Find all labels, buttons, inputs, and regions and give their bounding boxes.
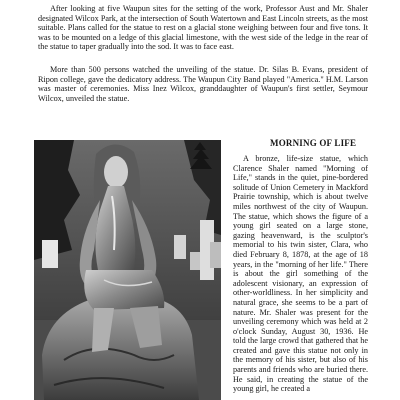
- paragraph-unveiling: More than 500 persons watched the unveiling of the statue. Dr. Silas B. Evans, president of Ripon college, gave the dedicatory address. The Waupun City Band played "America." H.M. Larson was master of ceremonies. Miss Inez Wilcox, granddaughter of Waupun's first settler, Seymour Wilcox, unveiled the statue.: [38, 65, 368, 103]
- gravestone: [42, 240, 58, 268]
- statue-photograph: [34, 140, 221, 400]
- section-body: A bronze, life-size statue, which Clarence Shaler named "Morning of Life," stands in the quiet, pine-bordered solitude of Union Cemetery in Mackford Prairie township, which is about twelve miles northwest of the city of Waupun. The statue, which shows the figure of a young girl seated on a large stone, gazing heavenward, is the sculptor's memorial to his twin sister, Clara, who died February 8, 1878, at the age of 18 years, in the "morning of her life." There is about the girl something of the adolescent visionary, an expression of other-worldliness. In her simplicity and natural grace, she seems to be a part of nature. Mr. Shaler was present for the unveiling ceremony which was held at 2 o'clock Sunday, August 30, 1936. He told the large crowd that gathered that he created and gave this statue not only in the memory of his sister, but also of his parents and friends who are buried there. He said, in creating the statue of the young girl, he created a: [233, 154, 368, 394]
- gravestone: [174, 235, 186, 259]
- stone: [42, 298, 199, 400]
- paragraph-statue-site: After looking at five Waupun sites for the setting of the work, Professor Aust and Mr. Shaler designated Wilcox Park, at the intersection of South Watertown and East Lincoln streets, as the most suitable. Plans called for the statue to rest on a glacial stone weighing between four and five tons. It was to be mounted on a ledge of this glacial limestone, with the west side of the ledge in the rear of the statue to taper gradually into the sod. It was to face east.: [38, 4, 368, 52]
- section-heading: MORNING OF LIFE: [270, 138, 357, 148]
